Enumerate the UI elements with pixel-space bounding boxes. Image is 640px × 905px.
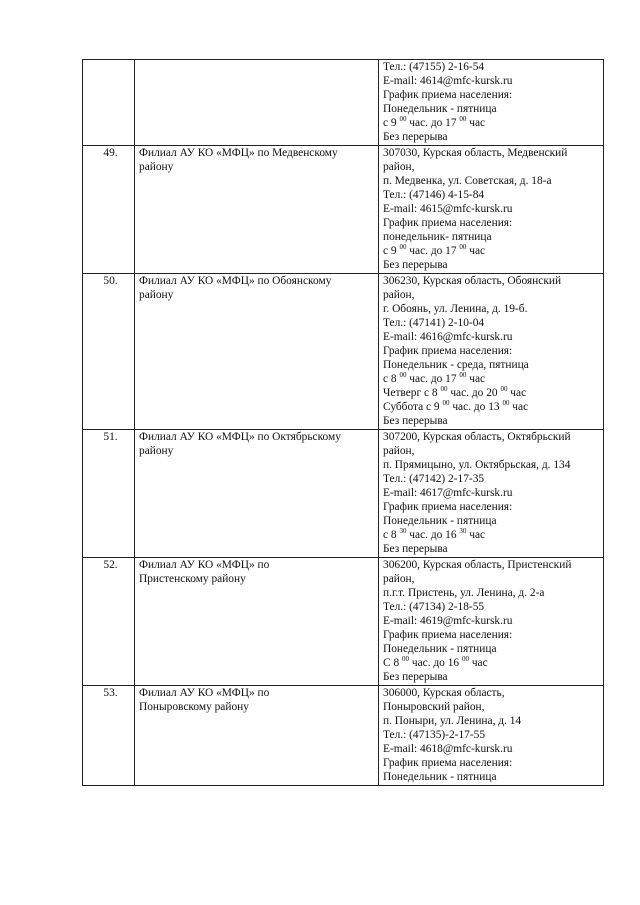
contact-line <box>383 642 603 656</box>
contact-text: С 8 <box>383 657 402 669</box>
contact-text: п. Поныри, ул. Ленина, д. 14 <box>383 715 522 727</box>
contact-text: п. Медвенка, ул. Советская, д. 18-а <box>383 175 552 187</box>
branch-name: Филиал АУ КО «МФЦ» по Поныровскому району <box>139 687 270 713</box>
contact-text: 306230, Курская область, Обоянский <box>383 275 562 287</box>
contact-line <box>383 586 603 600</box>
time-minutes-superscript: 30 <box>459 527 467 535</box>
table-row <box>83 430 604 558</box>
contact-text: Без перерыва <box>383 543 448 555</box>
contact-text: Суббота с 9 <box>383 401 443 413</box>
contact-text: район, <box>383 289 415 301</box>
contact-text: с 9 <box>383 117 400 129</box>
contact-text: Понедельник - пятница <box>383 515 497 527</box>
contact-text: E-mail: 4616@mfc-kursk.ru <box>383 331 513 343</box>
contact-text: График приема населения: <box>383 345 513 357</box>
branch-contact-cell <box>379 146 604 274</box>
branch-contact-cell <box>379 60 604 146</box>
contact-line <box>383 628 603 642</box>
contact-text: час <box>509 401 529 413</box>
contact-line <box>383 130 603 144</box>
contact-text: Без перерыва <box>383 259 448 271</box>
branch-name: Филиал АУ КО «МФЦ» по Пристенскому району <box>139 559 270 585</box>
contact-line <box>383 188 603 202</box>
contact-text: час <box>466 245 486 257</box>
contact-line <box>383 216 603 230</box>
contact-text: График приема населения: <box>383 217 513 229</box>
branch-name-cell <box>135 274 379 430</box>
contact-line <box>383 316 603 330</box>
contact-text: час. до 17 <box>406 117 460 129</box>
contact-text: с 8 <box>383 529 400 541</box>
contact-text: 306200, Курская область, Пристенский <box>383 559 572 571</box>
contact-line <box>383 202 603 216</box>
contact-text: Тел.: (47141) 2-10-04 <box>383 317 485 329</box>
time-minutes-superscript: 00 <box>502 399 510 407</box>
contact-line <box>383 756 603 770</box>
contact-text: час. до 17 <box>406 373 460 385</box>
table-body <box>83 60 604 786</box>
contact-line <box>383 160 603 174</box>
contact-line <box>383 174 603 188</box>
contact-text: час. до 17 <box>406 245 460 257</box>
row-number: 52. <box>83 558 135 686</box>
contact-line <box>383 686 603 700</box>
time-minutes-superscript: 00 <box>459 243 467 251</box>
mfc-branches-table <box>82 59 604 786</box>
table-row <box>83 274 604 430</box>
contact-line <box>383 344 603 358</box>
branch-name: Филиал АУ КО «МФЦ» по Медвенскому району <box>139 147 338 173</box>
contact-line <box>383 472 603 486</box>
contact-line <box>383 528 603 542</box>
contact-line <box>383 430 603 444</box>
branch-name: Филиал АУ КО «МФЦ» по Октябрьскому району <box>139 431 341 457</box>
contact-line <box>383 714 603 728</box>
contact-text: E-mail: 4615@mfc-kursk.ru <box>383 203 513 215</box>
contact-line <box>383 288 603 302</box>
contact-text: Понедельник - пятница <box>383 643 497 655</box>
contact-line <box>383 116 603 130</box>
contact-line <box>383 358 603 372</box>
contact-text: час <box>507 387 527 399</box>
branch-contact-cell <box>379 274 604 430</box>
contact-text: E-mail: 4619@mfc-kursk.ru <box>383 615 513 627</box>
contact-line <box>383 700 603 714</box>
contact-line <box>383 728 603 742</box>
branch-name-cell <box>135 558 379 686</box>
contact-line <box>383 330 603 344</box>
contact-text: п. Прямицыно, ул. Октябрьская, д. 134 <box>383 459 571 471</box>
contact-line <box>383 558 603 572</box>
time-minutes-superscript: 00 <box>399 371 407 379</box>
contact-text: 306000, Курская область, <box>383 687 505 699</box>
contact-text: час <box>466 373 486 385</box>
contact-line <box>383 274 603 288</box>
time-minutes-superscript: 00 <box>500 385 508 393</box>
contact-line <box>383 102 603 116</box>
contact-text: Тел.: (47142) 2-17-35 <box>383 473 485 485</box>
row-number: 49. <box>83 146 135 274</box>
contact-text: График приема населения: <box>383 89 513 101</box>
time-minutes-superscript: 00 <box>459 371 467 379</box>
contact-text: Поныровский район, <box>383 701 485 713</box>
contact-text: График приема населения: <box>383 757 513 769</box>
branch-name-cell <box>135 146 379 274</box>
contact-line <box>383 670 603 684</box>
contact-text: час <box>466 117 486 129</box>
contact-line <box>383 486 603 500</box>
time-minutes-superscript: 00 <box>442 399 450 407</box>
contact-line <box>383 88 603 102</box>
time-minutes-superscript: 00 <box>399 243 407 251</box>
branch-name-cell <box>135 60 379 146</box>
contact-line <box>383 400 603 414</box>
contact-text: Тел.: (47135)-2-17-55 <box>383 729 486 741</box>
contact-text: г. Обоянь, ул. Ленина, д. 19-б. <box>383 303 528 315</box>
contact-line <box>383 656 603 670</box>
contact-text: район, <box>383 573 415 585</box>
time-minutes-superscript: 30 <box>399 527 407 535</box>
contact-text: п.г.т. Пристень, ул. Ленина, д. 2-а <box>383 587 545 599</box>
contact-text: Понедельник - пятница <box>383 771 497 783</box>
time-minutes-superscript: 00 <box>399 115 407 123</box>
time-minutes-superscript: 00 <box>461 655 469 663</box>
contact-text: E-mail: 4617@mfc-kursk.ru <box>383 487 513 499</box>
contact-text: Без перерыва <box>383 131 448 143</box>
branch-contact-cell <box>379 686 604 786</box>
contact-line <box>383 258 603 272</box>
contact-text: E-mail: 4618@mfc-kursk.ru <box>383 743 513 755</box>
contact-line <box>383 372 603 386</box>
contact-line <box>383 414 603 428</box>
contact-text: час. до 16 <box>406 529 460 541</box>
time-minutes-superscript: 00 <box>459 115 467 123</box>
contact-line <box>383 458 603 472</box>
contact-text: 307200, Курская область, Октябрьский <box>383 431 571 443</box>
contact-text: час. до 16 <box>409 657 462 669</box>
contact-text: район, <box>383 445 415 457</box>
contact-text: E-mail: 4614@mfc-kursk.ru <box>383 75 513 87</box>
contact-text: Четверг с 8 <box>383 387 441 399</box>
contact-text: Понедельник - среда, пятница <box>383 359 529 371</box>
branch-name-cell <box>135 686 379 786</box>
contact-text: с 9 <box>383 245 400 257</box>
contact-line <box>383 514 603 528</box>
branch-name: Филиал АУ КО «МФЦ» по Обоянскому району <box>139 275 332 301</box>
contact-text: График приема населения: <box>383 501 513 513</box>
contact-line <box>383 74 603 88</box>
branch-name-cell <box>135 430 379 558</box>
contact-text: Без перерыва <box>383 415 448 427</box>
contact-text: Тел.: (47146) 4-15-84 <box>383 189 485 201</box>
contact-text: с 8 <box>383 373 400 385</box>
contact-line <box>383 600 603 614</box>
contact-line <box>383 572 603 586</box>
contact-line <box>383 386 603 400</box>
contact-line <box>383 500 603 514</box>
contact-text: район, <box>383 161 415 173</box>
table-row <box>83 60 604 146</box>
contact-line <box>383 146 603 160</box>
contact-text: час <box>468 657 488 669</box>
contact-text: Без перерыва <box>383 671 448 683</box>
branch-contact-cell <box>379 558 604 686</box>
contact-text: час. до 20 <box>447 387 501 399</box>
contact-line <box>383 244 603 258</box>
contact-text: 307030, Курская область, Медвенский <box>383 147 568 159</box>
row-number <box>83 60 135 146</box>
table-row <box>83 686 604 786</box>
contact-line <box>383 302 603 316</box>
contact-line <box>383 770 603 784</box>
row-number: 53. <box>83 686 135 786</box>
contact-text: час. до 13 <box>449 401 503 413</box>
contact-text: Тел.: (47155) 2-16-54 <box>383 61 485 73</box>
contact-text: Тел.: (47134) 2-18-55 <box>383 601 485 613</box>
contact-text: Понедельник - пятница <box>383 103 497 115</box>
contact-text: График приема населения: <box>383 629 513 641</box>
contact-line <box>383 60 603 74</box>
branch-contact-cell <box>379 430 604 558</box>
contact-text: понедельник- пятница <box>383 231 492 243</box>
time-minutes-superscript: 00 <box>402 655 409 663</box>
table-row <box>83 558 604 686</box>
contact-line <box>383 542 603 556</box>
table-row <box>83 146 604 274</box>
contact-line <box>383 742 603 756</box>
contact-line <box>383 230 603 244</box>
contact-text: час <box>466 529 486 541</box>
row-number: 51. <box>83 430 135 558</box>
contact-line <box>383 444 603 458</box>
contact-line <box>383 614 603 628</box>
time-minutes-superscript: 00 <box>440 385 448 393</box>
row-number: 50. <box>83 274 135 430</box>
